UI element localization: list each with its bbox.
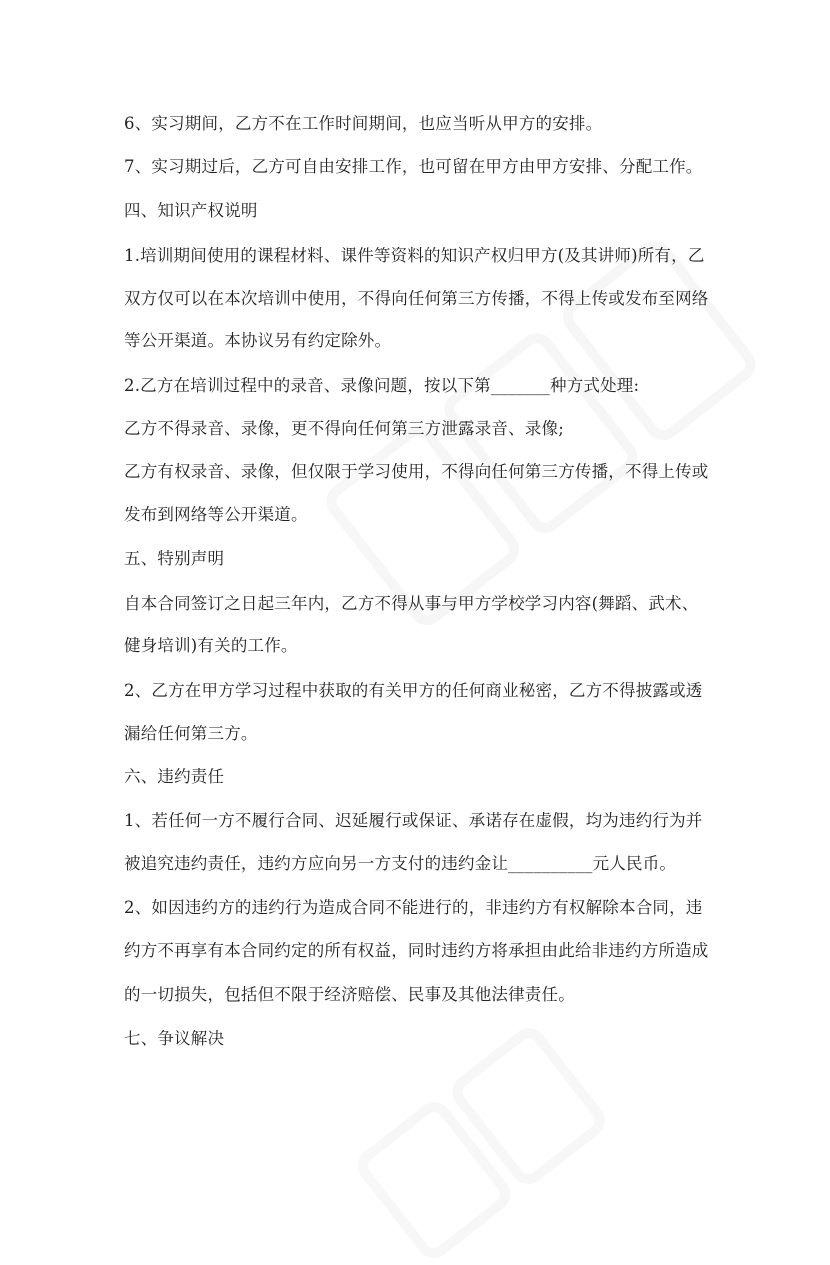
ip-clause-1-line-2: 双方仅可以在本次培训中使用，不得向任何第三方传播，不得上传或发布至网络: [124, 289, 709, 308]
ip-option-2-line-1: 乙方有权录音、录像，但仅限于学习使用，不得向任何第三方传播，不得上传或: [124, 462, 709, 481]
liability-clause-1-line-2: 被追究违约责任，违约方应向另一方支付的违约金让__________元人民币。: [124, 854, 677, 873]
ip-option-2-line-2: 发布到网络等公开渠道。: [124, 505, 308, 524]
special-clause-2-line-1: 2、乙方在甲方学习过程中获取的有关甲方的任何商业秘密，乙方不得披露或透: [124, 681, 703, 700]
section-heading-ip: 四、知识产权说明: [124, 201, 258, 220]
clause-6: 6、实习期间，乙方不在工作时间期间，也应当听从甲方的安排。: [124, 114, 603, 133]
watermark-logo-bottom: [344, 995, 635, 1265]
section-heading-liability: 六、违约责任: [124, 767, 225, 786]
liability-clause-2-line-1: 2、如因违约方的违约行为造成合同不能进行的，非违约方有权解除本合同，违: [124, 898, 703, 917]
ip-option-1: 乙方不得录音、录像，更不得向任何第三方泄露录音、录像;: [124, 419, 564, 438]
ip-clause-1-line-1: 1.培训期间使用的课程材料、课件等资料的知识产权归甲方(及其讲师)所有，乙: [124, 246, 705, 265]
ip-clause-2: 2.乙方在培训过程中的录音、录像问题，按以下第_______种方式处理:: [124, 376, 640, 395]
ip-clause-1-line-3: 等公开渠道。本协议另有约定除外。: [124, 331, 392, 350]
liability-clause-2-line-3: 的一切损失，包括但不限于经济赔偿、民事及其他法律责任。: [124, 985, 575, 1004]
section-heading-dispute: 七、争议解决: [124, 1029, 225, 1048]
special-clause-2-line-2: 漏给任何第三方。: [124, 724, 258, 743]
section-heading-special: 五、特别声明: [124, 549, 225, 568]
liability-clause-1-line-1: 1、若任何一方不履行合同、迟延履行或保证、承诺存在虚假，均为违约行为并: [124, 811, 703, 830]
clause-7: 7、实习期过后，乙方可自由安排工作，也可留在甲方由甲方安排、分配工作。: [124, 157, 703, 176]
liability-clause-2-line-2: 约方不再享有本合同约定的所有权益，同时违约方将承担由此给非违约方所造成: [124, 941, 709, 960]
special-clause-1-line-2: 健身培训)有关的工作。: [124, 636, 298, 655]
special-clause-1-line-1: 自本合同签订之日起三年内，乙方不得从事与甲方学校学习内容(舞蹈、武术、: [124, 594, 699, 613]
